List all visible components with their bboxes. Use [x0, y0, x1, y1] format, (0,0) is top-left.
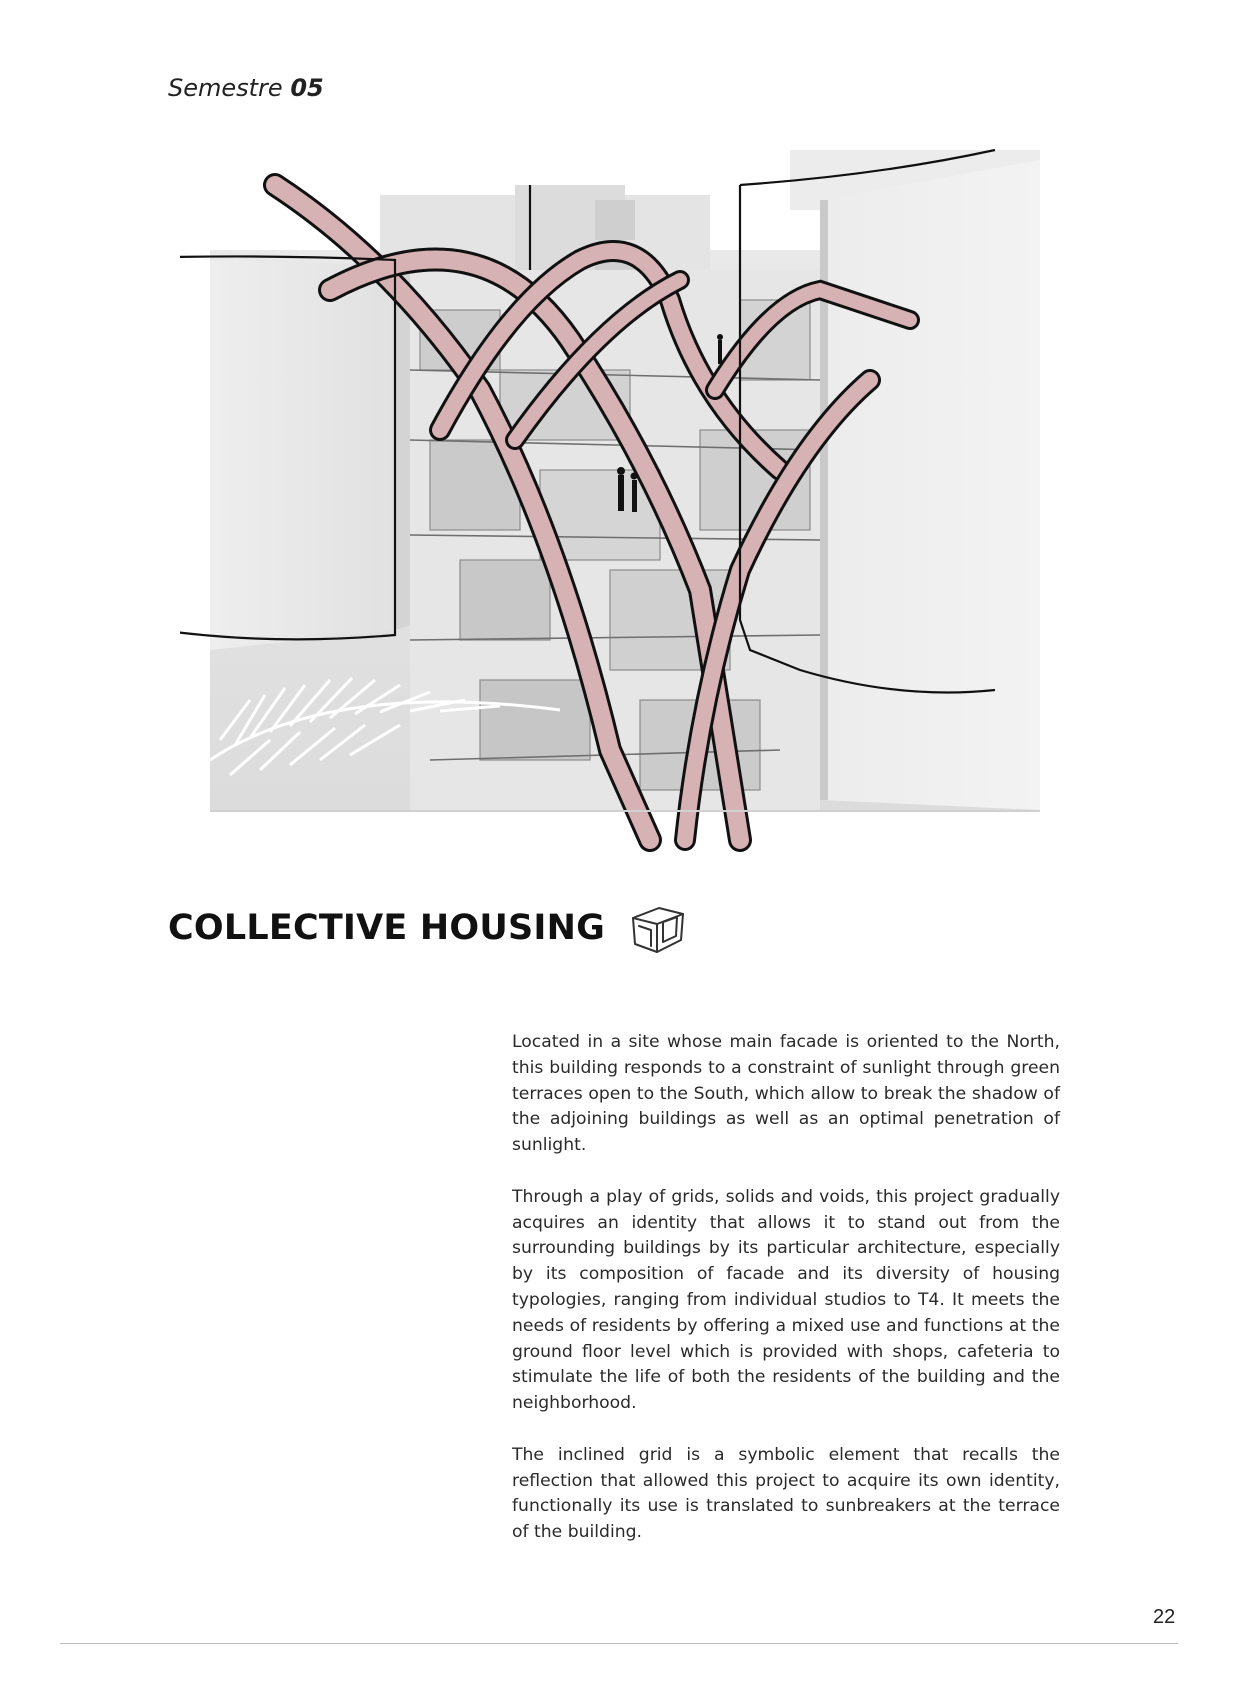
- page-number: 22: [1153, 1606, 1176, 1628]
- semester-text: Semestre: [168, 74, 283, 102]
- paragraph-site: Located in a site whose main facade is oriented to the North, this building responds to a constraint of sunlight through green terraces open to the South, which allow to break the shadow of the adjoining buildings as well as an optimal penetration of sunlight.: [512, 1032, 1060, 1156]
- semester-number: 05: [290, 74, 324, 102]
- left-building: [210, 260, 395, 650]
- right-building: [820, 160, 1040, 810]
- section-title: COLLECTIVE HOUSING: [168, 908, 606, 948]
- footer-rule: [60, 1643, 1178, 1644]
- semester-label: [168, 74, 324, 102]
- architectural-section-render: [180, 140, 1090, 860]
- project-description: [512, 1030, 1060, 1572]
- paragraph-identity: Through a play of grids, solids and voids, this project gradually acquires an identity that allows it to stand out from the surrounding buildings by its particular architecture, especially by its composition of facade and its diversity of housing typologies, ranging from individual studios to T4. It meets the needs of residents by offering a mixed use and functions at the ground floor level which is provided with shops, cafeteria to stimulate the life of both the residents of the building and the neighborhood.: [512, 1186, 1060, 1414]
- cube-sketch-icon: [627, 902, 687, 954]
- section-heading: [168, 902, 687, 954]
- paragraph-grid: The inclined grid is a symbolic element that recalls the reflection that allowed this project to acquire its own identity, functionally its use is translated to sunbreakers at the terrace of the building.: [512, 1444, 1060, 1543]
